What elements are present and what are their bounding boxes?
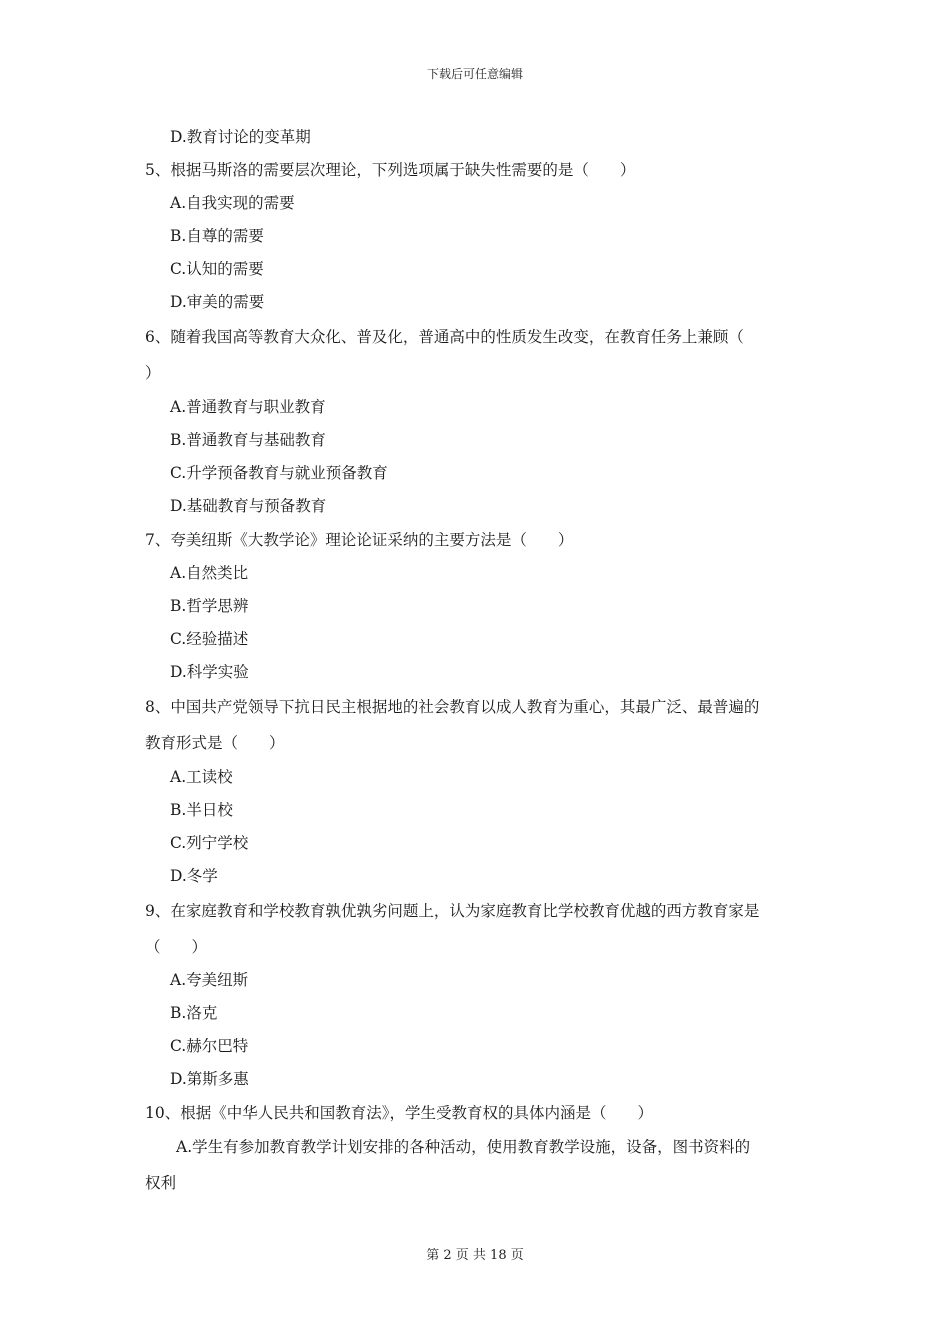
option-line: C.升学预备教育与就业预备教育 xyxy=(170,464,388,482)
question-line: ） xyxy=(145,364,161,382)
page-header: 下载后可任意编辑 xyxy=(426,67,523,81)
question-line: 10、根据《中华人民共和国教育法》，学生受教育权的具体内涵是（ ） xyxy=(145,1104,653,1122)
question-line: 7、夸美纽斯《大教学论》理论论证采纳的主要方法是（ ） xyxy=(145,531,574,549)
option-line: A.普通教育与职业教育 xyxy=(170,398,326,416)
question-line: 9、在家庭教育和学校教育孰优孰劣问题上，认为家庭教育比学校教育优越的西方教育家是 xyxy=(145,902,760,920)
option-line: C.赫尔巴特 xyxy=(170,1037,249,1055)
question-line: （ ） xyxy=(145,938,208,956)
question-line: 6、随着我国高等教育大众化、普及化，普通高中的性质发生改变，在教育任务上兼顾（ xyxy=(145,328,744,346)
option-line: B.哲学思辨 xyxy=(170,597,249,615)
option-line: C.认知的需要 xyxy=(170,260,264,278)
option-line: D.审美的需要 xyxy=(170,293,265,311)
option-line: B.洛克 xyxy=(170,1004,218,1022)
option-line: A.夸美纽斯 xyxy=(170,971,249,989)
option-line: B.普通教育与基础教育 xyxy=(170,431,326,449)
question-line: 权利 xyxy=(145,1174,177,1192)
option-line: A.自我实现的需要 xyxy=(170,194,295,212)
page-footer: 第 2 页 共 18 页 xyxy=(426,1248,524,1263)
option-line: C.经验描述 xyxy=(170,630,249,648)
option-line: D.第斯多惠 xyxy=(170,1070,249,1088)
question-line: 教育形式是（ ） xyxy=(145,734,285,752)
option-line: D.冬学 xyxy=(170,867,218,885)
option-line: C.列宁学校 xyxy=(170,834,249,852)
option-line: A.自然类比 xyxy=(170,564,249,582)
option-line: D.教育讨论的变革期 xyxy=(170,128,311,146)
question-line: 5、根据马斯洛的需要层次理论，下列选项属于缺失性需要的是（ ） xyxy=(145,161,636,179)
option-line: B.半日校 xyxy=(170,801,233,819)
option-line: D.基础教育与预备教育 xyxy=(170,497,327,515)
question-line: 8、中国共产党领导下抗日民主根据地的社会教育以成人教育为重心，其最广泛、最普遍的 xyxy=(145,698,760,716)
option-line: A.工读校 xyxy=(170,768,233,786)
option-line: D.科学实验 xyxy=(170,663,249,681)
option-line: A.学生有参加教育教学计划安排的各种活动，使用教育教学设施，设备，图书资料的 xyxy=(176,1138,751,1156)
option-line: B.自尊的需要 xyxy=(170,227,264,245)
